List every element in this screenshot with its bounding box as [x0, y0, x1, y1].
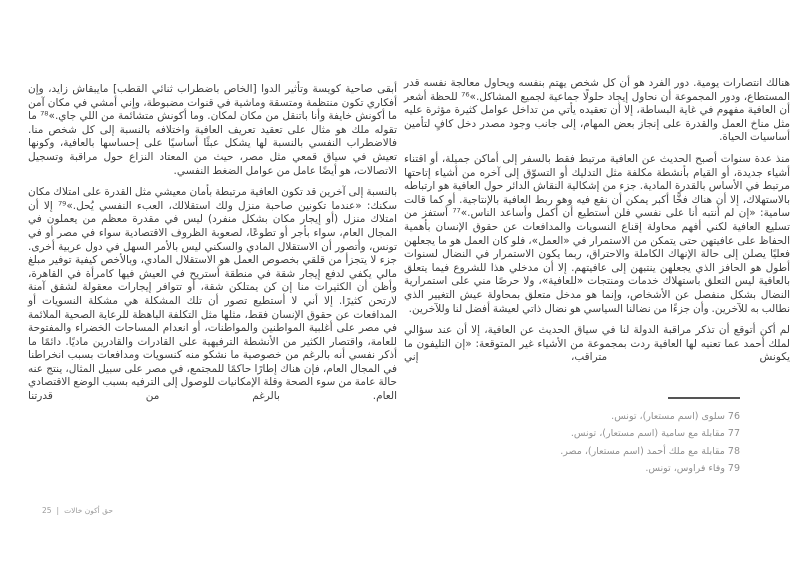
footnote-block — [404, 408, 740, 478]
footnote — [404, 408, 740, 426]
page-footer — [42, 506, 113, 515]
page-number: 25 — [42, 506, 52, 515]
column-left — [28, 83, 397, 412]
paragraph: لم أكن أتوقع أن تذكر مراقبة الدولة لنا في سياق الحديث عن العافية، إلا أن عند سؤالي لملك أحمد عما تعنيه لها العافية ردت بمجموعة من الأشياء غير المتوقعة: «إن التليفون ما يكونش متراقب، إني — [404, 324, 790, 364]
footnote-number: 79 — [727, 463, 740, 475]
footnote-text: وفاء فراوس، تونس. — [645, 463, 725, 475]
footnote — [404, 425, 740, 443]
paragraph: منذ عدة سنوات أصبح الحديث عن العافية مرتبط فقط بالسفر إلى أماكن جميلة، أو اقتناء أشياء جديدة، أو القيام بأنشطة مكلفة مثل التدليك أو التسوّق إلى آخره من أشياء إتاحتها مرتبط في الأساس بالقدرة المادية. جزء من إشكالية النقاش الدائر حول العافية هو ارتباطه بالاستهلاك، إلا أن هناك فخًّا أكبر يمكن أن نقع فيه وهو ربط العافية بالإنتاجية. أو كما قالت سامية: «إن لم أنتبه أنا على نفسي فلن أستطيع أن أكمل وأساعد الناس.»⁷⁷ أستفز من تسليع العافية لكني أفهم محاولة إقناع النسويات والمدافعات عن حقوق الإنسان بأهمية الحفاظ على عافيتهن حتى يتمكن من الاستمرار في «العمل»، فلو كان العمل هو ما يجعلهن فعليًا يصلن إلى حالة الإنهاك الكاملة والاحتراق، ربما يكون الاستمرار في النضال لسنوات أطول هو الحافز الذي يجعلهن ينتبهن إلى عافيتهم. إلا أن مدخلي هذا للشروع فيما يتعلق بالعافية ليس التعلق باستهلاك خدمات ومنتجات «للعافية»، ولا حرصًا مني على استمرارية النضال بشكل منفصل عن الأشخاص، وإنما هو مدخل متعلق بمحاولة عيش التغيير الذي نطالب به للآخرين. وأن جزءًا من نضالنا السياسي هو نضال ذاتي لعيشة أفضل لنا وللآخرين. — [404, 152, 790, 315]
footnote-number: 76 — [727, 410, 740, 422]
footnote-text: سلوى (اسم مستعار)، تونس. — [611, 410, 725, 422]
footnote — [404, 443, 740, 461]
footnote-text: مقابلة مع سامية (اسم مستعار)، تونس. — [570, 428, 725, 440]
footer-divider: | — [56, 506, 60, 515]
paragraph: أبقى صاحية كويسة وتأثير الدوا [الخاص باضطراب ثنائي القطب] مايبقاش زايد، وإن أفكاري تكون منتظمة ومتسقة وماشية في قنوات مضبوطة، وإني أمشي في مكان آمن ما أكونش خايفة وأنا باتنقل من مكان لمكان. وما أكونش متشائمة من اللي جاي.»⁷⁸ ما تقوله ملك هو مثال على تعقيد تعريف العافية واختلافه بالنسبة إلى كل شخص منا. فالاضطراب النفسي بالنسبة لها يشكل عبئًا أساسيًا على إحساسها بالعافية، وكونها تعيش في سياق قمعي مثل مصر، حيث من المعتاد النزاع حول مراقبة وتسجيل الاتصالات، هو أيضًا عامل من عوامل الضغط النفسي. — [28, 83, 397, 177]
running-title: حق أكون خالات — [64, 506, 114, 515]
footnote-number: 78 — [727, 445, 740, 457]
footnote-divider — [668, 397, 740, 399]
column-right — [404, 77, 790, 478]
footnote-text: مقابلة مع ملك أحمد (اسم مستعار)، مصر. — [560, 445, 725, 457]
footnote-number: 77 — [727, 428, 740, 440]
paragraph: بالنسبة إلى آخرين قد تكون العافية مرتبطة بأمان معيشي مثل القدرة على امتلاك مكان سكنك: «عندما تكونين صاحبة منزل ولك استقلالك، العبء النفسي يُحل.»⁷⁹ إلا أن امتلاك منزل (أو إيجار مكان بشكل منفرد) ليس في مقدرة معظم من يعملون في المجال العام، سواء بأجر أو تطوعًا، لصعوبة الظروف الاقتصادية سواء في مصر أو في تونس، وأتصور أن الاستقلال المادي والسكني ليس بالأمر السهل في دول عربية أخرى. جزء لا يتجزأ من قلقي بخصوص العمل هو الاستقلال المادي، وبالأخص كيفية توفير مبلغ مالي يكفي لدفع إيجار شقة في منطقة أستريح في العيش فيها كامرأة في القاهرة، وأظن أن الكثيرات منا إن كن يمتلكن شقة، أو تتوافر إيجارات معقولة لشقق آمنة لارتحن كثيرًا. إلا أني لا أستطيع تصور أن تلك المشكلة هي مشكلة النسويات أو المدافعات عن حقوق الإنسان فقط، مثلها مثل التكلفة الباهظة للرعاية الصحية الملائمة في مصر على أغلبية المواطنين والمواطنات، أو انعدام المساحات الخضراء والمفتوحة للعامة، واقتصار الكثير من الأنشطة الترفيهية على القادرات والقادرين ماديًا. دائمًا ما أذكر نفسي أنه بالرغم من خصوصية ما نشكو منه كنسويات ومدافعات بسبب انخراطنا في المجال العام، فإن هناك إطارًا حاكمًا للمجتمع، في مصر على سبيل المثال، ينتج عنه حالة عامة من سوء الصحة وقلة الإمكانيات للوصول إلى الترفيه بسبب الوضع الاقتصادي العام. بالرغم من قدرتنا — [28, 186, 397, 403]
paragraph: هنالك انتصارات يومية. دور الفرد هو أن كل شخص يهتم بنفسه ويحاول معالجة نفسه قدر المستطاع، ودور المجموعة أن نحاول إيجاد حلولًا جماعية لجميع المشاكل.»⁷⁶ للحظة أشعر أن العافية مفهوم في غاية البساطة، إلا أن تعقيده يأتي من تداخل عوامل كثيرة مؤثرة عليه مثل مناخ العمل والقدرة على إنجاز بعض المهام، إلى جانب وجود مصدر دخل كافٍ لتأمين أساسيات الحياة. — [404, 77, 790, 144]
footnote — [404, 460, 740, 478]
